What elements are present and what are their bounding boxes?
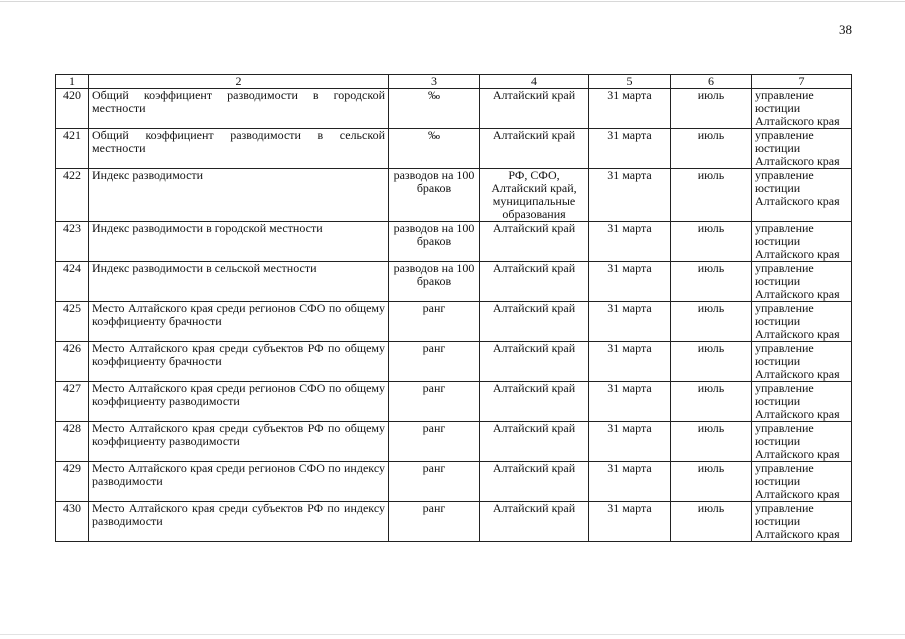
unit-cell: разводов на 100 браков: [389, 262, 480, 302]
period-cell: июль: [671, 302, 752, 342]
territory-cell: Алтайский край: [480, 302, 589, 342]
date-cell: 31 марта: [589, 342, 671, 382]
agency-cell: управление юстиции Алтайского края: [752, 129, 852, 169]
col-header-indicator: 2: [89, 75, 389, 89]
date-cell: 31 марта: [589, 382, 671, 422]
date-cell: 31 марта: [589, 262, 671, 302]
row-number: 424: [56, 262, 89, 302]
row-number: 420: [56, 89, 89, 129]
indicator-name: Место Алтайского края среди регионов СФО по общему коэффициенту брачности: [89, 302, 389, 342]
agency-cell: управление юстиции Алтайского края: [752, 422, 852, 462]
table-row: [56, 222, 852, 262]
territory-cell: Алтайский край: [480, 502, 589, 542]
agency-cell: управление юстиции Алтайского края: [752, 302, 852, 342]
indicator-name: Место Алтайского края среди субъектов РФ по общему коэффициенту брачности: [89, 342, 389, 382]
table-row: [56, 262, 852, 302]
agency-cell: управление юстиции Алтайского края: [752, 262, 852, 302]
scan-edge-bottom: [0, 634, 905, 635]
unit-cell: ‰: [389, 129, 480, 169]
period-cell: июль: [671, 462, 752, 502]
col-header-date: 5: [589, 75, 671, 89]
row-number: 430: [56, 502, 89, 542]
row-number: 422: [56, 169, 89, 222]
indicator-name: Место Алтайского края среди регионов СФО по общему коэффициенту разводимости: [89, 382, 389, 422]
indicator-name: Место Алтайского края среди субъектов РФ по индексу разводимости: [89, 502, 389, 542]
period-cell: июль: [671, 222, 752, 262]
table-row: [56, 502, 852, 542]
unit-cell: ранг: [389, 502, 480, 542]
date-cell: 31 марта: [589, 222, 671, 262]
date-cell: 31 марта: [589, 302, 671, 342]
table-row: [56, 169, 852, 222]
agency-cell: управление юстиции Алтайского края: [752, 169, 852, 222]
unit-cell: ‰: [389, 89, 480, 129]
table-row: [56, 342, 852, 382]
unit-cell: разводов на 100 браков: [389, 169, 480, 222]
table-row: [56, 89, 852, 129]
period-cell: июль: [671, 89, 752, 129]
indicator-name: Индекс разводимости в городской местности: [89, 222, 389, 262]
row-number: 429: [56, 462, 89, 502]
unit-cell: ранг: [389, 422, 480, 462]
col-header-number: 1: [56, 75, 89, 89]
row-number: 423: [56, 222, 89, 262]
agency-cell: управление юстиции Алтайского края: [752, 382, 852, 422]
col-header-agency: 7: [752, 75, 852, 89]
col-header-period: 6: [671, 75, 752, 89]
row-number: 426: [56, 342, 89, 382]
row-number: 425: [56, 302, 89, 342]
territory-cell: Алтайский край: [480, 262, 589, 302]
table-row: [56, 462, 852, 502]
date-cell: 31 марта: [589, 422, 671, 462]
indicator-name: Место Алтайского края среди регионов СФО по индексу разводимости: [89, 462, 389, 502]
unit-cell: ранг: [389, 342, 480, 382]
scan-edge-top: [0, 1, 905, 2]
date-cell: 31 марта: [589, 129, 671, 169]
indicator-name: Общий коэффициент разводимости в городской местности: [89, 89, 389, 129]
table-header-row: [56, 75, 852, 89]
row-number: 427: [56, 382, 89, 422]
unit-cell: ранг: [389, 302, 480, 342]
row-number: 428: [56, 422, 89, 462]
period-cell: июль: [671, 169, 752, 222]
territory-cell: Алтайский край: [480, 89, 589, 129]
date-cell: 31 марта: [589, 89, 671, 129]
period-cell: июль: [671, 382, 752, 422]
indicator-name: Общий коэффициент разводимости в сельской местности: [89, 129, 389, 169]
table-row: [56, 382, 852, 422]
page-number: 38: [839, 22, 852, 37]
territory-cell: РФ, СФО, Алтайский край, муниципальные образования: [480, 169, 589, 222]
territory-cell: Алтайский край: [480, 222, 589, 262]
period-cell: июль: [671, 422, 752, 462]
period-cell: июль: [671, 129, 752, 169]
col-header-territory: 4: [480, 75, 589, 89]
territory-cell: Алтайский край: [480, 342, 589, 382]
agency-cell: управление юстиции Алтайского края: [752, 222, 852, 262]
table-row: [56, 129, 852, 169]
date-cell: 31 марта: [589, 169, 671, 222]
territory-cell: Алтайский край: [480, 422, 589, 462]
table-row: [56, 422, 852, 462]
table-row: [56, 302, 852, 342]
statistics-table: [55, 74, 852, 542]
indicator-name: Место Алтайского края среди субъектов РФ по общему коэффициенту разводимости: [89, 422, 389, 462]
indicator-name: Индекс разводимости: [89, 169, 389, 222]
agency-cell: управление юстиции Алтайского края: [752, 462, 852, 502]
row-number: 421: [56, 129, 89, 169]
period-cell: июль: [671, 262, 752, 302]
agency-cell: управление юстиции Алтайского края: [752, 89, 852, 129]
unit-cell: ранг: [389, 462, 480, 502]
date-cell: 31 марта: [589, 462, 671, 502]
date-cell: 31 марта: [589, 502, 671, 542]
agency-cell: управление юстиции Алтайского края: [752, 342, 852, 382]
territory-cell: Алтайский край: [480, 462, 589, 502]
col-header-unit: 3: [389, 75, 480, 89]
indicator-name: Индекс разводимости в сельской местности: [89, 262, 389, 302]
territory-cell: Алтайский край: [480, 129, 589, 169]
unit-cell: ранг: [389, 382, 480, 422]
agency-cell: управление юстиции Алтайского края: [752, 502, 852, 542]
period-cell: июль: [671, 502, 752, 542]
territory-cell: Алтайский край: [480, 382, 589, 422]
unit-cell: разводов на 100 браков: [389, 222, 480, 262]
period-cell: июль: [671, 342, 752, 382]
